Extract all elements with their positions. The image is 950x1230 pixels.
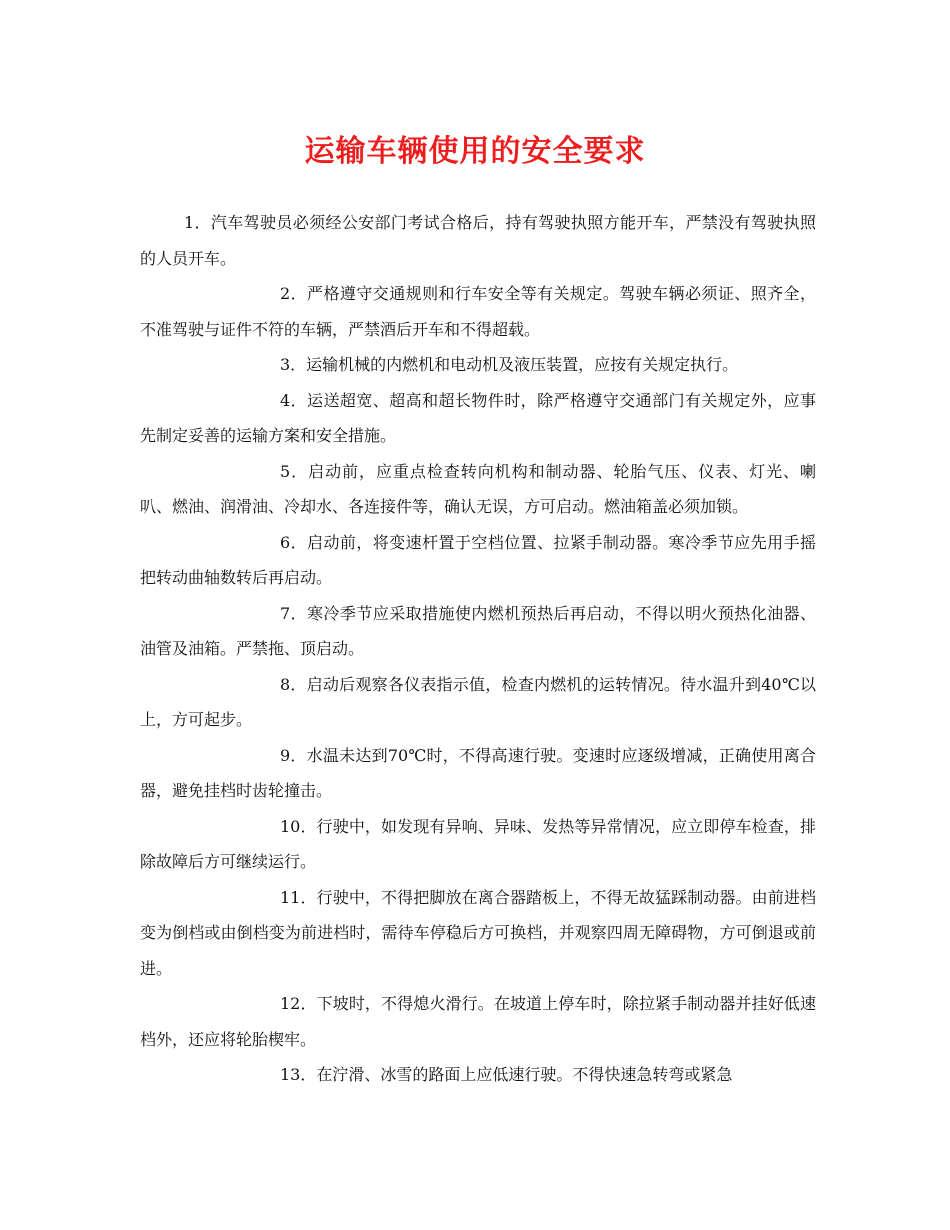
paragraph-7: 7．寒冷季节应采取措施使内燃机预热后再启动，不得以明火预热化油器、油管及油箱。严禁拖、顶启动。 xyxy=(140,603,816,658)
paragraph-5: 5．启动前，应重点检查转向机构和制动器、轮胎气压、仪表、灯光、喇叭、燃油、润滑油、冷却水、各连接件等，确认无误，方可启动。燃油箱盖必须加锁。 xyxy=(140,461,816,516)
paragraph-13: 13．在泞滑、冰雪的路面上应低速行驶。不得快速急转弯或紧急 xyxy=(280,1065,733,1084)
paragraph-3: 3．运输机械的内燃机和电动机及液压装置，应按有关规定执行。 xyxy=(280,355,739,374)
paragraph-11: 11．行驶中，不得把脚放在离合器踏板上，不得无故猛踩制动器。由前进档变为倒档或由倒档变为前进档时，需待车停稳后方可换档，并观察四周无障碍物，方可倒退或前进。 xyxy=(140,887,816,978)
paragraph-6: 6．启动前，将变速杆置于空档位置、拉紧手制动器。寒冷季节应先用手摇把转动曲轴数转后再启动。 xyxy=(140,532,816,587)
paragraph-4: 4．运送超宽、超高和超长物件时，除严格遵守交通部门有关规定外，应事先制定妥善的运输方案和安全措施。 xyxy=(140,390,816,445)
paragraph-9: 9．水温未达到70℃时，不得高速行驶。变速时应逐级增减，正确使用离合器，避免挂档时齿轮撞击。 xyxy=(140,745,816,800)
paragraph-12: 12．下坡时，不得熄火滑行。在坡道上停车时，除拉紧手制动器并挂好低速档外，还应将轮胎楔牢。 xyxy=(140,994,816,1049)
paragraph-8: 8．启动后观察各仪表指示值，检查内燃机的运转情况。待水温升到40℃以上，方可起步。 xyxy=(140,674,816,729)
paragraph-1: 1．汽车驾驶员必须经公安部门考试合格后，持有驾驶执照方能开车，严禁没有驾驶执照的人员开车。 xyxy=(140,213,816,268)
paragraph-10: 10．行驶中，如发现有异响、异味、发热等异常情况，应立即停车检查，排除故障后方可继续运行。 xyxy=(140,816,816,871)
paragraph-2: 2．严格遵守交通规则和行车安全等有关规定。驾驶车辆必须证、照齐全，不准驾驶与证件不符的车辆，严禁酒后开车和不得超载。 xyxy=(140,284,816,339)
document-title: 运输车辆使用的安全要求 xyxy=(304,134,646,169)
document-body xyxy=(140,205,816,1093)
